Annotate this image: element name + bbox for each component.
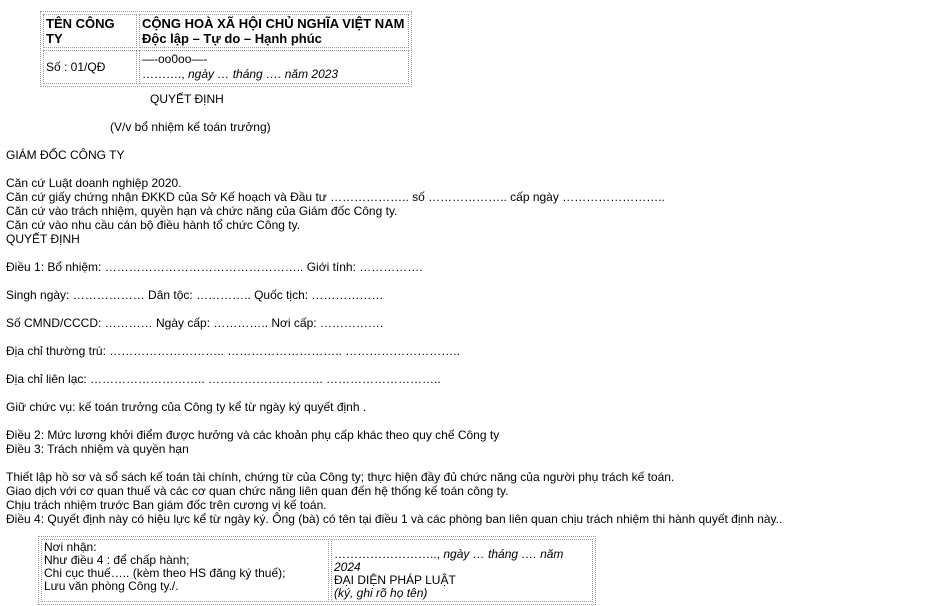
duty-line: Thiết lập hồ sơ và sổ sách kế toán tài chính, chứng từ của Công ty; thực hiện đầy đủ chức năng của người phụ trách kế toán. xyxy=(6,470,675,484)
footer-table xyxy=(38,536,596,605)
header-date: ngày … tháng …. năm 2023 xyxy=(184,67,339,81)
header-table xyxy=(40,11,412,87)
signer-title: ĐẠI DIỆN PHÁP LUẬT xyxy=(334,573,456,587)
republic-cell xyxy=(139,14,409,48)
date-cell xyxy=(139,50,409,84)
recipient-item: Lưu văn phòng Công ty./. xyxy=(44,579,179,593)
republic-title: CỘNG HOÀ XÃ HỘI CHỦ NGHĨA VIỆT NAM xyxy=(142,16,405,31)
field-line: Địa chỉ liên lạc: ……………………….. ……………………….. ……………………….. xyxy=(6,372,441,386)
company-name: TÊN CÔNG TY xyxy=(46,16,115,46)
article-line: Điều 2: Mức lương khởi điểm được hưởng và các khoản phụ cấp khác theo quy chế Công ty xyxy=(6,428,500,442)
document-title: QUYẾT ĐỊNH xyxy=(150,92,224,106)
sign-dots: …………………….., xyxy=(334,547,441,561)
article-4-line: Điều 4: Quyết định này có hiệu lực kể từ ngày ký. Ông (bà) có tên tại điều 1 và các phòng ban liên quan chịu trách nhiệm thi hành quyết định này.. xyxy=(6,512,783,526)
basis-line: Căn cứ vào nhu cầu cán bộ điều hành tổ chức Công ty. xyxy=(6,218,301,232)
date-dots: ………., xyxy=(142,67,185,81)
company-name-cell xyxy=(43,14,137,48)
recipient-item: Chi cục thuế….. (kèm theo HS đăng ký thuế); xyxy=(44,566,286,580)
recipients-heading: Nơi nhận: xyxy=(44,540,97,554)
duty-line: Chịu trách nhiệm trước Ban giám đốc trên cương vị kế toán. xyxy=(6,498,327,512)
director-heading: GIÁM ĐỐC CÔNG TY xyxy=(6,148,125,162)
recipients-cell xyxy=(41,539,329,602)
signer-note: (ký, ghi rõ họ tên) xyxy=(334,586,428,600)
number-cell xyxy=(43,50,137,84)
basis-line: Căn cứ giấy chứng nhận ĐKKD của Sở Kế hoạch và Đầu tư ……………….. số ……………….. cấp ngày …………………….. xyxy=(6,190,665,204)
decision-number: Số : 01/QĐ xyxy=(46,60,106,74)
national-motto: Độc lập – Tự do – Hạnh phúc xyxy=(142,31,322,46)
basis-line: Căn cứ vào trách nhiệm, quyền hạn và chức năng của Giám đốc Công ty. xyxy=(6,204,398,218)
decide-heading: QUYẾT ĐỊNH xyxy=(6,232,80,246)
duty-line: Giao dịch với cơ quan thuế và các cơ quan chức năng liên quan đến hệ thống kế toán công ty. xyxy=(6,484,509,498)
signature-cell xyxy=(331,539,593,602)
field-line: Số CMND/CCCD: ………… Ngày cấp: ………….. Nơi cấp: ……………. xyxy=(6,316,384,330)
divider-text: —-oo0oo—- xyxy=(142,52,208,66)
recipient-item: Như điều 4 : để chấp hành; xyxy=(44,553,190,567)
field-line: Điều 1: Bổ nhiệm: ………………………………………….. Giới tính: ……………. xyxy=(6,260,423,274)
document-subtitle: (V/v bổ nhiệm kế toán trưởng) xyxy=(110,120,271,134)
basis-line: Căn cứ Luật doanh nghiệp 2020. xyxy=(6,176,182,190)
field-line: Địa chỉ thường trú: ……………………….. ……………………….. ……………………….. xyxy=(6,344,460,358)
position-line: Giữ chức vụ: kế toán trưởng của Công ty kể từ ngày ký quyết định . xyxy=(6,400,367,414)
article-line: Điều 3: Trách nhiệm và quyền hạn xyxy=(6,442,189,456)
sign-date: ngày … tháng …. năm 2024 xyxy=(334,547,564,574)
field-line: Singh ngày: ……………… Dân tộc: ………….. Quốc tịch: ……………… xyxy=(6,288,384,302)
